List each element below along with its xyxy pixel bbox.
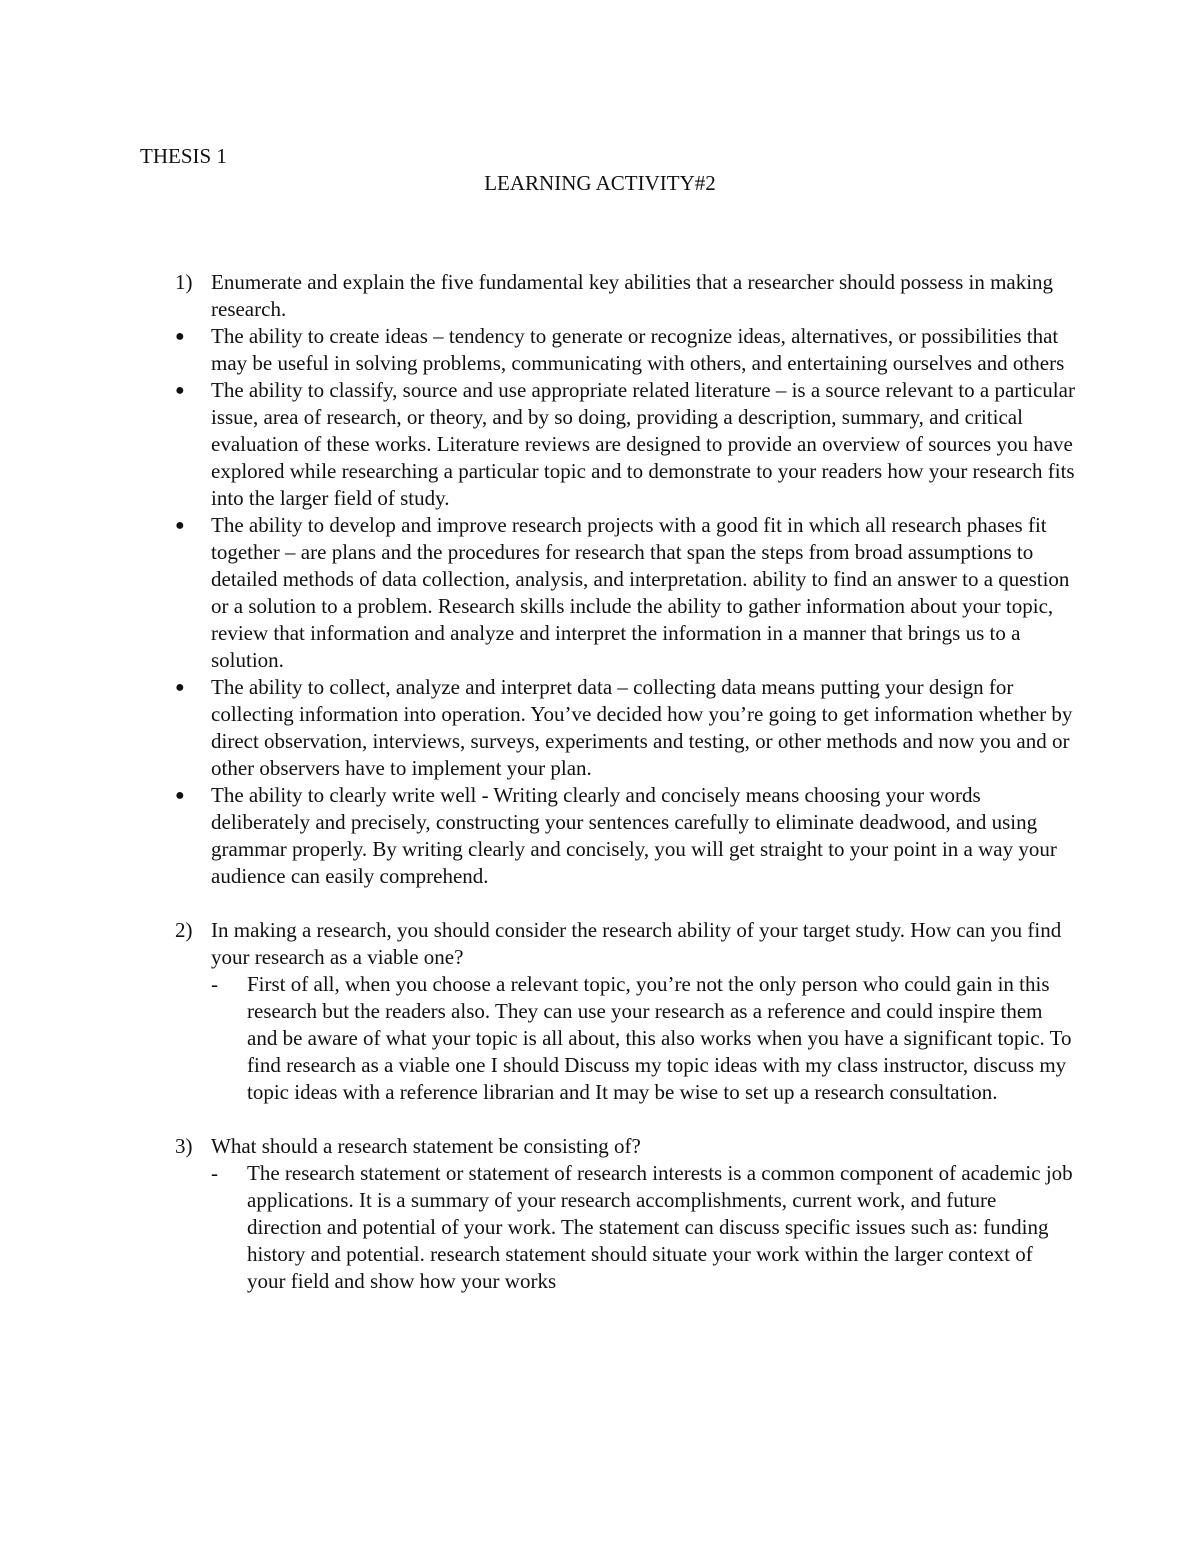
bullet-icon: ● (175, 517, 185, 534)
spacer (175, 890, 1075, 917)
answer-item (175, 971, 1075, 1106)
bullet-icon: ● (175, 787, 185, 804)
bullet-icon: ● (175, 382, 185, 399)
bullet-icon: ● (175, 328, 185, 345)
question-3 (175, 1133, 1075, 1160)
bullet-text: The ability to create ideas – tendency to generate or recognize ideas, alternatives, or possibilities that may be useful in solving problems, communicating with others, and entertaining ourselves and others (211, 324, 1065, 375)
page-title: LEARNING ACTIVITY#2 (484, 171, 716, 195)
document-body (175, 269, 1075, 1295)
list-item (175, 323, 1075, 377)
spacer (175, 1106, 1075, 1133)
dash-icon: - (211, 972, 218, 996)
answer-item (175, 1160, 1075, 1295)
question-number: 3) (175, 1134, 193, 1158)
bullet-text: The ability to collect, analyze and interpret data – collecting data means putting your design for collecting information into operation. You’ve decided how you’re going to get information whether by direct observation, interviews, surveys, experiments and testing, or other methods and now you and or other observers have to implement your plan. (211, 675, 1073, 780)
list-item (175, 377, 1075, 512)
question-text: What should a research statement be consisting of? (211, 1134, 641, 1158)
dash-icon: - (211, 1161, 218, 1185)
bullet-text: The ability to classify, source and use appropriate related literature – is a source relevant to a particular issue, area of research, or theory, and by so doing, providing a description, summary, and critical evaluation of these works. Literature reviews are designed to provide an overview of sources you have explored while researching a particular topic and to demonstrate to your readers how your research fits into the larger field of study. (211, 378, 1075, 510)
list-item (175, 674, 1075, 782)
answer-text: First of all, when you choose a relevant topic, you’re not the only person who could gain in this research but the readers also. They can use your research as a reference and could inspire them and be aware of what your topic is all about, this also works when you have a significant topic. To find research as a viable one I should Discuss my topic ideas with my class instructor, discuss my topic ideas with a reference librarian and It may be wise to set up a research consultation. (247, 972, 1072, 1104)
list-item (175, 782, 1075, 890)
question-text: In making a research, you should consider the research ability of your target study. How can you find your research as a viable one? (211, 918, 1062, 969)
question-number: 2) (175, 918, 193, 942)
bullet-text: The ability to clearly write well - Writing clearly and concisely means choosing your words deliberately and precisely, constructing your sentences carefully to eliminate deadwood, and using grammar properly. By writing clearly and concisely, you will get straight to your point in a way your audience can easily comprehend. (211, 783, 1057, 888)
question-2 (175, 917, 1075, 971)
bullet-icon: ● (175, 679, 185, 696)
course-label: THESIS 1 (140, 144, 227, 168)
bullet-text: The ability to develop and improve research projects with a good fit in which all research phases fit together – are plans and the procedures for research that span the steps from broad assumptions to detailed methods of data collection, analysis, and interpretation. ability to find an answer to a question or a solution to a problem. Research skills include the ability to gather information about your topic, review that information and analyze and interpret the information in a manner that brings us to a solution. (211, 513, 1070, 672)
question-text: Enumerate and explain the five fundamental key abilities that a researcher should possess in making research. (211, 270, 1054, 321)
question-number: 1) (175, 270, 193, 294)
list-item (175, 512, 1075, 674)
answer-text: The research statement or statement of research interests is a common component of academic job applications. It is a summary of your research accomplishments, current work, and future direction and potential of your work. The statement can discuss specific issues such as: funding history and potential. research statement should situate your work within the larger context of your field and show how your works (247, 1161, 1073, 1293)
question-1 (175, 269, 1075, 323)
